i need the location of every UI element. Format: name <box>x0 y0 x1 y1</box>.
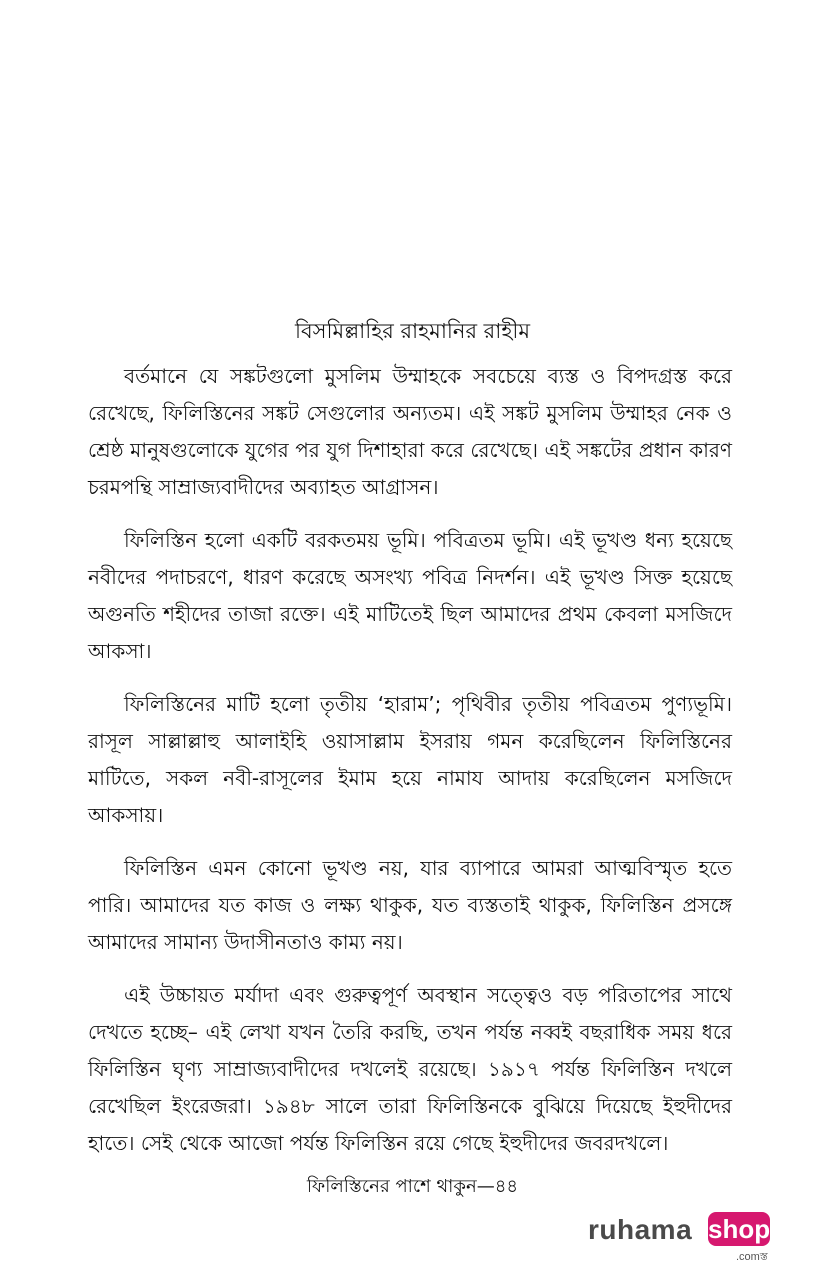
body-text <box>88 358 732 1178</box>
watermark-text-com: .comস্ত <box>736 1251 768 1263</box>
paragraph: ফিলিস্তিন হলো একটি বরকতময় ভূমি। পবিত্রতম ভূমি। এই ভূখণ্ড ধন্য হয়েছে নবীদের পদাচরণে, ধারণ করেছে অসংখ্য পবিত্র নিদর্শন। এই ভূখণ্ড সিক্ত হয়েছে অগুনতি শহীদের তাজা রক্তে। এই মাটিতেই ছিল আমাদের প্রথম কেবলা মসজিদে আকসা। <box>88 528 732 663</box>
page-heading: বিসমিল্লাহির রাহমানির রাহীম <box>294 319 531 343</box>
page-footer: ফিলিস্তিনের পাশে থাকুন—৪৪ <box>306 1176 519 1197</box>
watermark-logo <box>588 1210 778 1263</box>
paragraph: ফিলিস্তিনের মাটি হলো তৃতীয় ‘হারাম’; পৃথিবীর তৃতীয় পবিত্রতম পুণ্যভূমি। রাসূল সাল্লাল্লাহু আলাইহি ওয়াসাল্লাম ইসরায় গমন করেছিলেন ফিলিস্তিনের মাটিতে, সকল নবী-রাসূলের ইমাম হয়ে নামায আদায় করেছিলেন মসজিদে আকসায়। <box>88 692 732 827</box>
paragraph: এই উচ্চায়ত মর্যাদা এবং গুরুত্বপূর্ণ অবস্থান সত্ত্বেও বড় পরিতাপের সাথে দেখতে হচ্ছে– এই লেখা যখন তৈরি করছি, তখন পর্যন্ত নব্বই বছরাধিক সময় ধরে ফিলিস্তিন ঘৃণ্য সাম্রাজ্যবাদীদের দখলেই রয়েছে। ১৯১৭ পর্যন্ত ফিলিস্তিন দখলে রেখেছিল ইংরেজরা। ১৯৪৮ সালে তারা ফিলিস্তিনকে বুঝিয়ে দিয়েছে ইহুদীদের হাতে। সেই থেকে আজো পর্যন্ত ফিলিস্তিন রয়ে গেছে ইহুদীদের জবরদখলে। <box>88 983 732 1155</box>
paragraph: বর্তমানে যে সঙ্কটগুলো মুসলিম উম্মাহকে সবচেয়ে ব্যস্ত ও বিপদগ্রস্ত করে রেখেছে, ফিলিস্তিনের সঙ্কট সেগুলোর অন্যতম। এই সঙ্কট মুসলিম উম্মাহর নেক ও শ্রেষ্ঠ মানুষগুলোকে যুগের পর যুগ দিশাহারা করে রেখেছে। এই সঙ্কটের প্রধান কারণ চরমপন্থি সাম্রাজ্যবাদীদের অব্যাহত আগ্রাসন। <box>88 364 732 499</box>
paragraph: ফিলিস্তিন এমন কোনো ভূখণ্ড নয়, যার ব্যাপারে আমরা আত্মবিস্মৃত হতে পারি। আমাদের যত কাজ ও লক্ষ্য থাকুক, যত ব্যস্ততাই থাকুক, ফিলিস্তিন প্রসঙ্গে আমাদের সামান্য উদাসীনতাও কাম্য নয়। <box>88 856 732 954</box>
watermark-text-ruhama: ruhama <box>588 1214 693 1245</box>
watermark-text-shop: shop <box>708 1214 771 1244</box>
